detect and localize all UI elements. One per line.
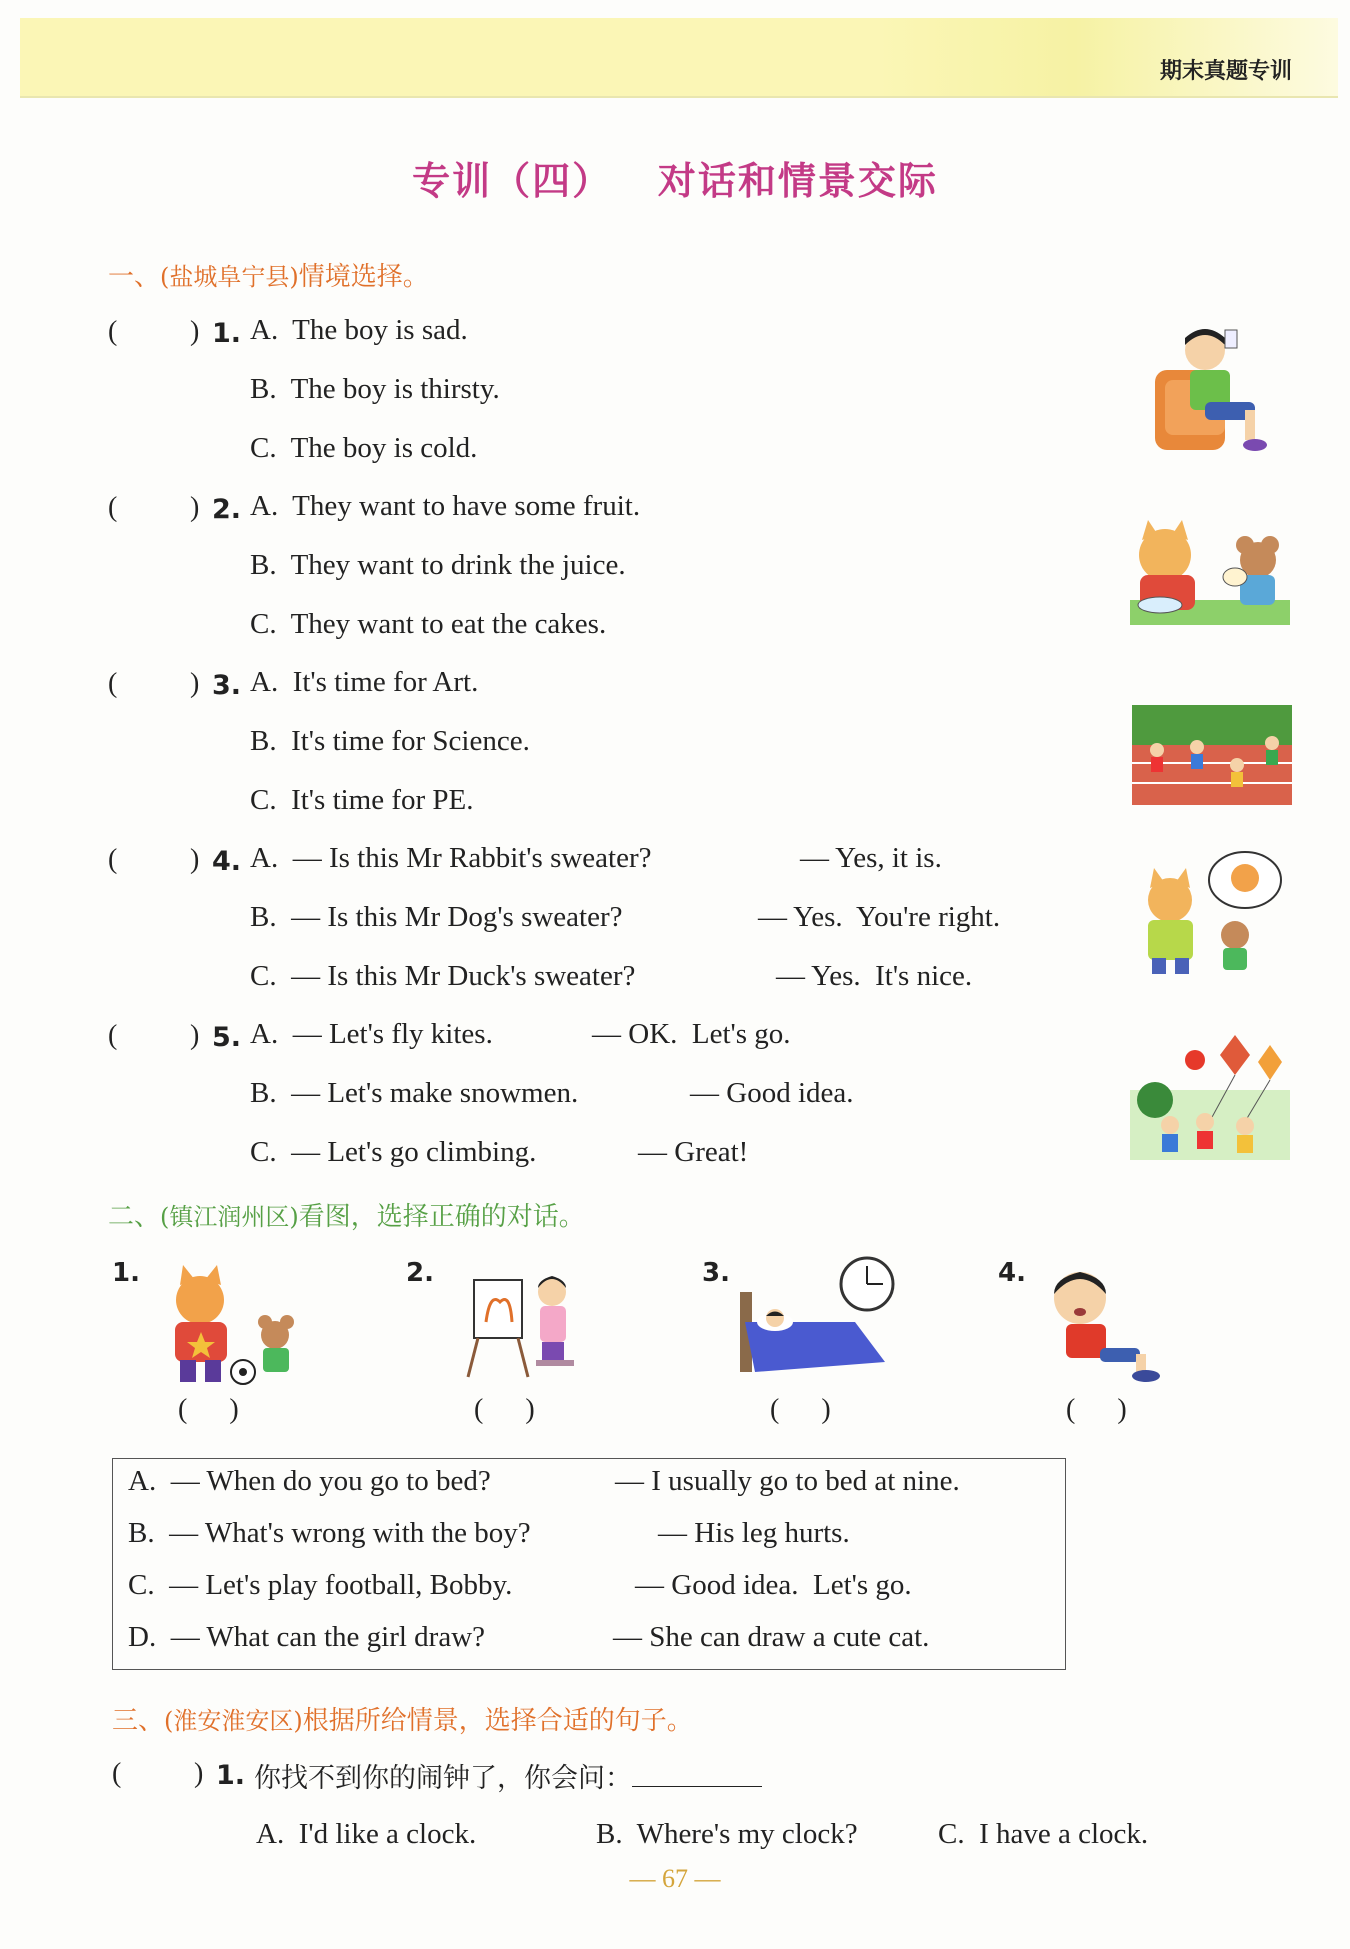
boy-leg-hurts-picture bbox=[1040, 1258, 1170, 1383]
answer-paren[interactable]: ( ) bbox=[108, 1020, 200, 1051]
section3-heading: 三、(淮安淮安区)根据所给情景，选择合适的句子。 bbox=[112, 1706, 693, 1736]
section1-text: 情境选择。 bbox=[298, 262, 429, 292]
cat-and-mouse-illustration bbox=[1130, 515, 1290, 625]
dialogue-answer: — Good idea. Let's go. bbox=[635, 1569, 912, 1601]
girl-drawing-picture bbox=[460, 1262, 590, 1382]
option-question: B. — Let's make snowmen. bbox=[250, 1077, 579, 1109]
answer-paren[interactable]: ( ) bbox=[108, 492, 200, 523]
option-question: C. — Is this Mr Duck's sweater? bbox=[250, 960, 636, 992]
title-part1: 专训（四） bbox=[412, 159, 613, 203]
section2-heading: 二、(镇江润州区)看图，选择正确的对话。 bbox=[108, 1202, 585, 1232]
answer-paren[interactable]: ( ) bbox=[770, 1394, 831, 1425]
dialogue-question: C. — Let's play football, Bobby. bbox=[128, 1569, 513, 1601]
section2-source: (镇江润州区) bbox=[160, 1203, 299, 1231]
answer-paren[interactable]: ( ) bbox=[112, 1758, 204, 1789]
page-title bbox=[0, 150, 1350, 205]
section1-heading: 一、(盐城阜宁县)情境选择。 bbox=[108, 262, 429, 292]
dialogue-question: B. — What's wrong with the boy? bbox=[128, 1517, 531, 1549]
option: B. It's time for Science. bbox=[250, 725, 530, 757]
answer-paren[interactable]: ( ) bbox=[108, 316, 200, 347]
question-number: 5. bbox=[212, 1022, 242, 1053]
option: A. I'd like a clock. bbox=[256, 1818, 477, 1850]
dialogue-answer: — She can draw a cute cat. bbox=[613, 1621, 930, 1653]
boy-sleeping-clock-picture bbox=[735, 1252, 905, 1387]
option-question: A. — Is this Mr Rabbit's sweater? bbox=[250, 842, 652, 874]
section2-text: 看图，选择正确的对话。 bbox=[298, 1202, 585, 1232]
option: C. It's time for PE. bbox=[250, 784, 474, 816]
question-number: 1. bbox=[212, 318, 242, 349]
dialogue-answer: — I usually go to bed at nine. bbox=[615, 1465, 960, 1497]
title-part2: 对话和情景交际 bbox=[657, 159, 938, 203]
option-answer: — Yes. It's nice. bbox=[776, 960, 973, 992]
picture-number: 4. bbox=[998, 1258, 1026, 1288]
header-band bbox=[20, 18, 1338, 98]
answer-paren[interactable]: ( ) bbox=[474, 1394, 535, 1425]
flying-kites-illustration bbox=[1130, 1030, 1290, 1160]
picture-number: 2. bbox=[406, 1258, 434, 1288]
answer-blank[interactable] bbox=[632, 1760, 762, 1787]
option: C. I have a clock. bbox=[938, 1818, 1149, 1850]
section3-text: 根据所给情景，选择合适的句子。 bbox=[302, 1706, 693, 1736]
question-number: 1. bbox=[216, 1760, 246, 1791]
question-number: 2. bbox=[212, 494, 242, 525]
dialogue-answer: — His leg hurts. bbox=[658, 1517, 850, 1549]
option: A. They want to have some fruit. bbox=[250, 490, 641, 522]
option-question: A. — Let's fly kites. bbox=[250, 1018, 493, 1050]
option-question: B. — Is this Mr Dog's sweater? bbox=[250, 901, 623, 933]
option-question: C. — Let's go climbing. bbox=[250, 1136, 537, 1168]
thirsty-boy-illustration bbox=[1150, 320, 1280, 455]
option: A. It's time for Art. bbox=[250, 666, 479, 698]
option-answer: — Yes, it is. bbox=[800, 842, 942, 874]
option: C. They want to eat the cakes. bbox=[250, 608, 607, 640]
option: B. Where's my clock? bbox=[596, 1818, 858, 1850]
running-kids-illustration bbox=[1132, 705, 1292, 805]
section3-source: (淮安淮安区) bbox=[164, 1707, 303, 1735]
answer-paren[interactable]: ( ) bbox=[108, 668, 200, 699]
question-number: 4. bbox=[212, 846, 242, 877]
option-answer: — OK. Let's go. bbox=[592, 1018, 791, 1050]
picture-number: 1. bbox=[112, 1258, 140, 1288]
dialogue-question: A. — When do you go to bed? bbox=[128, 1465, 491, 1497]
dialogue-options-box bbox=[112, 1458, 1066, 1670]
header-label: 期末真题专训 bbox=[1159, 59, 1292, 84]
question-prompt: 你找不到你的闹钟了，你会问： bbox=[254, 1756, 762, 1795]
option: B. The boy is thirsty. bbox=[250, 373, 500, 405]
option-answer: — Good idea. bbox=[690, 1077, 854, 1109]
section1-source: (盐城阜宁县) bbox=[160, 263, 299, 291]
dialogue-question: D. — What can the girl draw? bbox=[128, 1621, 486, 1653]
answer-paren[interactable]: ( ) bbox=[108, 844, 200, 875]
option-answer: — Yes. You're right. bbox=[758, 901, 1001, 933]
answer-paren[interactable]: ( ) bbox=[1066, 1394, 1127, 1425]
option: B. They want to drink the juice. bbox=[250, 549, 626, 581]
option: A. The boy is sad. bbox=[250, 314, 468, 346]
page-number: — 67 — bbox=[629, 1864, 721, 1893]
cat-and-mouse-football-picture bbox=[145, 1260, 305, 1390]
option-answer: — Great! bbox=[638, 1136, 749, 1168]
answer-paren[interactable]: ( ) bbox=[178, 1394, 239, 1425]
picture-number: 3. bbox=[702, 1258, 730, 1288]
question-number: 3. bbox=[212, 670, 242, 701]
cat-mouse-sweater-illustration bbox=[1130, 850, 1290, 980]
option: C. The boy is cold. bbox=[250, 432, 478, 464]
